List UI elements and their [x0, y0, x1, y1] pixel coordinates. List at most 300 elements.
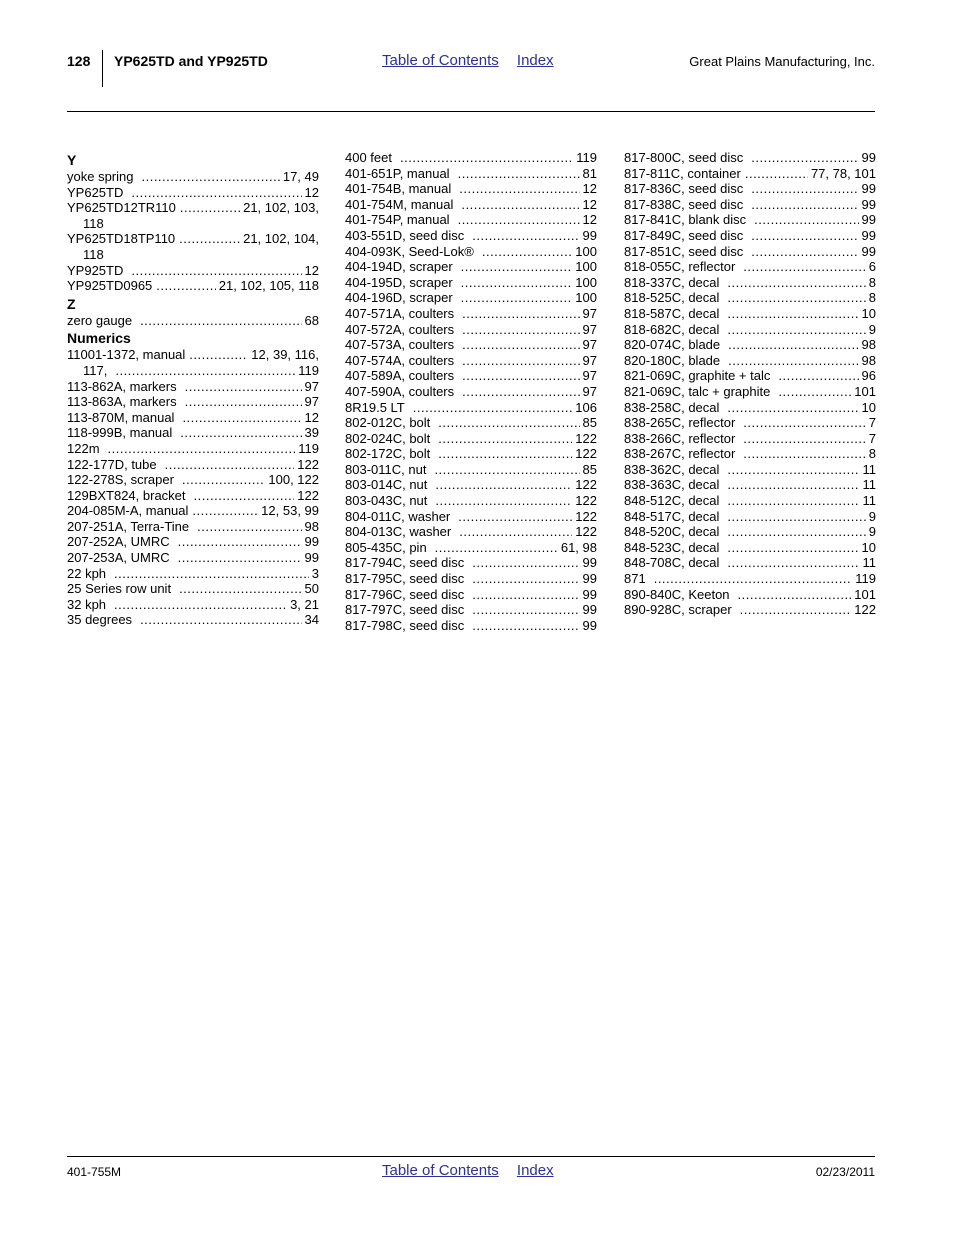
- dot-leader: [740, 602, 852, 618]
- index-page-refs[interactable]: 81: [582, 165, 597, 181]
- index-section-heading: Z: [67, 295, 76, 312]
- index-page-refs[interactable]: 122: [854, 602, 876, 618]
- index-page-refs[interactable]: 99: [582, 602, 597, 618]
- dot-leader: [751, 197, 858, 213]
- index-page-refs[interactable]: 97: [582, 383, 597, 399]
- header-rule: [67, 111, 875, 112]
- index-entry: [624, 555, 876, 571]
- index-term: 821-069C, talc + graphite: [624, 383, 771, 399]
- index-page-refs[interactable]: 98: [861, 337, 876, 353]
- dot-leader: [654, 571, 853, 587]
- index-page-refs[interactable]: 100: [575, 243, 597, 259]
- index-term: 817-795C, seed disc: [345, 571, 465, 587]
- dot-leader: [462, 322, 579, 338]
- dot-leader: [194, 488, 295, 504]
- index-term: 122-278S, scraper: [67, 472, 174, 488]
- index-term: 802-012C, bolt: [345, 415, 431, 431]
- index-term: 838-265C, reflector: [624, 415, 736, 431]
- index-term: 407-590A, coulters: [345, 383, 455, 399]
- dot-leader: [458, 212, 580, 228]
- index-entry: [624, 181, 876, 197]
- index-term: 818-587C, decal: [624, 305, 720, 321]
- index-page-refs[interactable]: 11: [862, 555, 876, 571]
- index-entry: [345, 602, 597, 618]
- index-term: 848-517C, decal: [624, 508, 720, 524]
- index-section-heading: Numerics: [67, 330, 131, 347]
- index-term: 122m: [67, 440, 100, 456]
- index-page-refs[interactable]: 97: [582, 321, 597, 337]
- index-page-refs[interactable]: 119: [298, 362, 319, 378]
- index-entry: [67, 441, 319, 457]
- index-section-heading: Y: [67, 152, 77, 168]
- index-entry: [345, 197, 597, 213]
- index-page-refs[interactable]: 68: [304, 312, 319, 328]
- index-page-refs[interactable]: 7: [868, 415, 876, 431]
- dot-leader: [738, 587, 852, 603]
- index-term: 401-754P, manual: [345, 212, 450, 228]
- index-page-refs[interactable]: 21, 102, 105, 118: [218, 278, 319, 294]
- index-entry: [624, 431, 876, 447]
- index-entry: [67, 347, 319, 363]
- index-term: 401-754M, manual: [345, 196, 454, 212]
- dot-leader: [197, 519, 301, 535]
- index-term: YP925TD: [67, 262, 124, 278]
- index-entry: [345, 618, 597, 634]
- dot-leader: [727, 275, 865, 291]
- index-page-refs[interactable]: 17, 49: [282, 169, 319, 184]
- index-entry: [67, 185, 319, 201]
- index-entry: [345, 181, 597, 197]
- index-term: 817-796C, seed disc: [345, 586, 465, 602]
- dot-leader: [462, 384, 579, 400]
- index-entry: [345, 462, 597, 478]
- table-of-contents-link[interactable]: Table of Contents: [382, 52, 499, 69]
- index-entry: [345, 446, 597, 462]
- index-column-2: [345, 150, 597, 633]
- index-page-refs[interactable]: 7: [868, 430, 876, 446]
- index-term: 818-337C, decal: [624, 274, 720, 290]
- dot-leader: [400, 150, 573, 166]
- document-number: 401-755M: [67, 1165, 122, 1179]
- dot-leader: [438, 415, 579, 431]
- index-entry: [624, 337, 876, 353]
- dot-leader: [743, 259, 865, 275]
- index-page-refs[interactable]: 10: [861, 399, 876, 415]
- index-term: 404-194D, scraper: [345, 259, 453, 275]
- index-term: 804-013C, washer: [345, 524, 452, 540]
- index-entry: [67, 550, 319, 566]
- dot-leader: [751, 181, 858, 197]
- index-page-refs[interactable]: 122: [575, 493, 597, 509]
- index-term: 838-362C, decal: [624, 461, 720, 477]
- dot-leader: [115, 363, 295, 379]
- index-page-refs[interactable]: 97: [304, 394, 319, 410]
- dot-leader: [727, 555, 859, 571]
- footer-table-of-contents-link[interactable]: Table of Contents: [382, 1162, 499, 1179]
- dot-leader: [178, 534, 302, 550]
- dot-leader: [131, 263, 301, 279]
- company-name: Great Plains Manufacturing, Inc.: [689, 54, 875, 69]
- index-page-refs[interactable]: 122: [575, 477, 597, 493]
- index-term: 818-055C, reflector: [624, 259, 736, 275]
- dot-leader: [434, 462, 579, 478]
- index-page-refs[interactable]: 12, 53, 99: [261, 503, 319, 519]
- index-entry: [345, 306, 597, 322]
- index-entry: [624, 477, 876, 493]
- index-term: 117,: [83, 362, 108, 378]
- index-page-refs[interactable]: 119: [576, 150, 597, 165]
- index-entry: [345, 244, 597, 260]
- dot-leader: [778, 368, 858, 384]
- index-entry: [67, 457, 319, 473]
- index-entry: [67, 363, 319, 379]
- index-entry: [345, 384, 597, 400]
- index-page-refs[interactable]: 99: [304, 550, 319, 566]
- index-term: 817-797C, seed disc: [345, 602, 465, 618]
- index-page-refs[interactable]: 99: [861, 227, 876, 243]
- index-page-refs[interactable]: 99: [861, 243, 876, 259]
- index-page-refs[interactable]: 106: [575, 399, 597, 415]
- index-entry: [345, 337, 597, 353]
- index-page-refs[interactable]: 97: [304, 378, 319, 394]
- index-term: 817-798C, seed disc: [345, 617, 465, 633]
- dot-leader: [435, 493, 572, 509]
- dot-leader: [114, 566, 309, 582]
- index-term: 818-682C, decal: [624, 321, 720, 337]
- index-term: 35 degrees: [67, 612, 133, 628]
- dot-leader: [192, 503, 258, 519]
- dot-leader: [189, 347, 248, 363]
- index-page-refs[interactable]: 99: [861, 212, 876, 228]
- index-page-refs[interactable]: 99: [861, 150, 876, 165]
- dot-leader: [179, 231, 240, 247]
- index-page-refs[interactable]: 3, 21: [290, 596, 319, 612]
- index-page-refs[interactable]: 8: [868, 274, 876, 290]
- index-page-refs[interactable]: 122: [297, 456, 319, 472]
- index-term: 817-794C, seed disc: [345, 555, 465, 571]
- index-term: 802-172C, bolt: [345, 446, 431, 462]
- index-entry: [345, 571, 597, 587]
- index-page-refs[interactable]: 8: [868, 446, 876, 462]
- dot-leader: [727, 477, 859, 493]
- index-page-refs[interactable]: 12, 39, 116,: [251, 347, 319, 363]
- index-page-refs[interactable]: 122: [575, 446, 597, 462]
- index-page-refs[interactable]: 11: [862, 477, 876, 493]
- dot-leader: [461, 197, 579, 213]
- index-page-refs[interactable]: 99: [582, 555, 597, 571]
- index-page-refs[interactable]: 99: [861, 181, 876, 197]
- index-entry: [624, 244, 876, 260]
- dot-leader: [743, 415, 865, 431]
- dot-leader: [114, 597, 287, 613]
- dot-leader: [472, 618, 579, 634]
- index-page-refs[interactable]: 10: [861, 539, 876, 555]
- index-entry: [624, 150, 876, 166]
- document-title: YP625TD and YP925TD: [114, 53, 268, 69]
- index-page-refs[interactable]: 34: [304, 612, 319, 628]
- index-link[interactable]: Index: [516, 52, 554, 69]
- index-entry: [624, 166, 876, 182]
- index-entry: [345, 353, 597, 369]
- index-page-refs[interactable]: 96: [861, 368, 876, 384]
- index-entry: [67, 488, 319, 504]
- index-term: 113-862A, markers: [67, 378, 177, 394]
- index-page-refs[interactable]: 100: [575, 274, 597, 290]
- index-entry: [624, 322, 876, 338]
- index-term: 817-811C, container: [624, 165, 741, 181]
- index-page-refs[interactable]: 99: [304, 534, 319, 550]
- index-term: 805-435C, pin: [345, 539, 427, 555]
- index-entry: [624, 400, 876, 416]
- dot-leader: [743, 431, 865, 447]
- index-page-refs[interactable]: 12: [582, 212, 597, 228]
- dot-leader: [472, 571, 579, 587]
- index-term: 871: [624, 571, 646, 587]
- index-page-refs[interactable]: 98: [861, 352, 876, 368]
- index-entry: [624, 587, 876, 603]
- index-entry: [345, 368, 597, 384]
- index-page-refs[interactable]: 3: [311, 565, 319, 581]
- page-footer: [67, 1160, 875, 1190]
- index-entry: [67, 379, 319, 395]
- index-page-refs[interactable]: 9: [868, 508, 876, 524]
- index-page-refs[interactable]: 85: [582, 415, 597, 431]
- dot-leader: [459, 524, 572, 540]
- revision-date: 02/23/2011: [815, 1165, 875, 1179]
- index-page-refs[interactable]: 119: [855, 571, 876, 587]
- index-page-refs[interactable]: 97: [582, 305, 597, 321]
- index-page-refs[interactable]: 12: [582, 196, 597, 212]
- index-term: 803-014C, nut: [345, 477, 428, 493]
- index-term: 118-999B, manual: [67, 425, 173, 441]
- index-term: 848-708C, decal: [624, 555, 720, 571]
- index-page-refs[interactable]: 100: [575, 290, 597, 306]
- page-header: [67, 50, 875, 90]
- index-page-refs[interactable]: 9: [868, 321, 876, 337]
- index-entry: [624, 446, 876, 462]
- index-entry: [67, 231, 319, 247]
- dot-leader: [727, 462, 859, 478]
- index-entry: [345, 212, 597, 228]
- index-page-refs[interactable]: 12: [304, 262, 319, 278]
- dot-leader: [462, 353, 579, 369]
- dot-leader: [727, 400, 858, 416]
- index-entry: [67, 503, 319, 519]
- index-entry: [345, 540, 597, 556]
- index-page-refs[interactable]: 11: [862, 493, 876, 509]
- index-page-refs[interactable]: 6: [868, 259, 876, 275]
- index-entry: [624, 493, 876, 509]
- index-term: 207-251A, Terra-Tine: [67, 518, 190, 534]
- index-page-refs[interactable]: 21, 102, 104,: [243, 231, 319, 247]
- index-entry: [67, 200, 319, 216]
- index-term: 838-266C, reflector: [624, 430, 736, 446]
- dot-leader: [459, 181, 579, 197]
- index-term: 122-177D, tube: [67, 456, 157, 472]
- page-number: 128: [67, 53, 91, 69]
- index-page-refs[interactable]: 85: [582, 461, 597, 477]
- index-page-refs[interactable]: 97: [582, 368, 597, 384]
- index-term: 404-196D, scraper: [345, 290, 453, 306]
- index-entry: [345, 555, 597, 571]
- index-entry: [67, 519, 319, 535]
- index-entry: [345, 509, 597, 525]
- index-entry-continuation: 118: [83, 246, 104, 262]
- index-entry: [345, 400, 597, 416]
- dot-leader: [438, 446, 572, 462]
- index-term: 129BXT824, bracket: [67, 487, 186, 503]
- index-page-refs[interactable]: 21, 102, 103,: [243, 200, 319, 216]
- index-entry: [345, 275, 597, 291]
- dot-leader: [435, 540, 558, 556]
- index-entry: [345, 228, 597, 244]
- index-entry: [624, 306, 876, 322]
- index-entry: [624, 540, 876, 556]
- index-term: 22 kph: [67, 565, 107, 581]
- index-term: 404-093K, Seed-Lok®: [345, 243, 474, 259]
- index-term: 817-841C, blank disc: [624, 212, 747, 228]
- index-term: 207-252A, UMRC: [67, 534, 170, 550]
- index-page-refs[interactable]: 11: [862, 461, 876, 477]
- index-term: 838-267C, reflector: [624, 446, 736, 462]
- index-term: 11001-1372, manual: [67, 347, 186, 363]
- index-term: 32 kph: [67, 596, 107, 612]
- dot-leader: [751, 150, 858, 166]
- index-term: 848-523C, decal: [624, 539, 720, 555]
- index-term: 890-928C, scraper: [624, 602, 732, 618]
- index-page-refs[interactable]: 122: [575, 508, 597, 524]
- index-page-refs[interactable]: 98: [304, 518, 319, 534]
- index-entry: [345, 290, 597, 306]
- index-page-refs[interactable]: 77, 78, 101: [810, 165, 876, 181]
- index-term: 407-571A, coulters: [345, 305, 455, 321]
- index-page-refs[interactable]: 100: [575, 259, 597, 275]
- index-term: 848-512C, decal: [624, 493, 720, 509]
- index-term: 817-838C, seed disc: [624, 196, 744, 212]
- dot-leader: [727, 524, 865, 540]
- index-entry: [67, 612, 319, 628]
- index-term: 113-863A, markers: [67, 394, 177, 410]
- index-term: zero gauge: [67, 312, 133, 328]
- dot-leader: [182, 410, 301, 426]
- index-entry: [624, 259, 876, 275]
- index-page-refs[interactable]: 8: [868, 290, 876, 306]
- index-entry: [624, 290, 876, 306]
- index-page-refs[interactable]: 61, 98: [560, 539, 597, 555]
- index-term: YP625TD18TP110: [67, 231, 176, 247]
- dot-leader: [435, 477, 572, 493]
- index-page-refs[interactable]: 9: [868, 524, 876, 540]
- dot-leader: [751, 244, 858, 260]
- index-column-3: [624, 150, 876, 618]
- dot-leader: [461, 259, 573, 275]
- index-entry: [345, 477, 597, 493]
- dot-leader: [727, 509, 865, 525]
- header-divider: [102, 50, 103, 87]
- index-page-refs[interactable]: 99: [582, 227, 597, 243]
- index-entry: [624, 212, 876, 228]
- index-entry: [67, 597, 319, 613]
- dot-leader: [727, 306, 858, 322]
- index-term: 820-074C, blade: [624, 337, 721, 353]
- index-term: 821-069C, graphite + talc: [624, 368, 771, 384]
- index-term: YP625TD12TR110: [67, 200, 176, 216]
- index-page-refs[interactable]: 99: [582, 617, 597, 633]
- index-page-refs[interactable]: 119: [298, 440, 319, 456]
- index-entry: [67, 169, 319, 185]
- index-term: 817-800C, seed disc: [624, 150, 744, 165]
- index-page-refs[interactable]: 12: [304, 409, 319, 425]
- dot-leader: [472, 555, 579, 571]
- index-entry: [67, 472, 319, 488]
- index-term: 803-043C, nut: [345, 493, 428, 509]
- index-term: 204-085M-A, manual: [67, 503, 189, 519]
- dot-leader: [728, 353, 858, 369]
- index-page-refs[interactable]: 10: [861, 305, 876, 321]
- index-term: 401-754B, manual: [345, 181, 452, 197]
- index-page-refs[interactable]: 97: [582, 337, 597, 353]
- index-entry: [345, 166, 597, 182]
- index-entry: [624, 384, 876, 400]
- index-term: 817-849C, seed disc: [624, 227, 744, 243]
- index-term: 8R19.5 LT: [345, 399, 405, 415]
- footer-rule: [67, 1156, 875, 1157]
- index-entry: [345, 322, 597, 338]
- index-page-refs[interactable]: 99: [861, 196, 876, 212]
- dot-leader: [461, 290, 573, 306]
- index-page-refs[interactable]: 12: [582, 181, 597, 197]
- index-page-refs[interactable]: 50: [304, 581, 319, 597]
- index-page-refs[interactable]: 122: [575, 430, 597, 446]
- index-page-refs[interactable]: 122: [575, 524, 597, 540]
- dot-leader: [185, 379, 302, 395]
- footer-index-link[interactable]: Index: [516, 1162, 554, 1179]
- index-term: YP625TD: [67, 184, 124, 200]
- index-entry: [624, 197, 876, 213]
- dot-leader: [754, 212, 858, 228]
- index-page-refs[interactable]: 99: [582, 571, 597, 587]
- dot-leader: [745, 166, 808, 182]
- index-page-refs[interactable]: 101: [854, 383, 876, 399]
- index-term: 890-840C, Keeton: [624, 586, 730, 602]
- index-page-refs[interactable]: 12: [304, 184, 319, 200]
- index-term: 403-551D, seed disc: [345, 227, 465, 243]
- index-entry: [345, 587, 597, 603]
- dot-leader: [727, 493, 859, 509]
- index-page-refs[interactable]: 97: [582, 352, 597, 368]
- dot-leader: [179, 581, 301, 597]
- index-page-refs[interactable]: 39: [304, 425, 319, 441]
- index-entry: [67, 313, 319, 329]
- dot-leader: [462, 337, 579, 353]
- index-term: 818-525C, decal: [624, 290, 720, 306]
- index-page-refs[interactable]: 100, 122: [268, 472, 319, 488]
- index-term: 802-024C, bolt: [345, 430, 431, 446]
- index-entry: [345, 259, 597, 275]
- index-page-refs[interactable]: 101: [854, 586, 876, 602]
- index-entry: [67, 425, 319, 441]
- index-term: 803-011C, nut: [345, 461, 427, 477]
- index-entry: [624, 228, 876, 244]
- index-page-refs[interactable]: 122: [297, 487, 319, 503]
- index-page-refs[interactable]: 99: [582, 586, 597, 602]
- dot-leader: [108, 441, 296, 457]
- dot-leader: [140, 313, 301, 329]
- index-entry: [624, 571, 876, 587]
- dot-leader: [778, 384, 851, 400]
- index-entry: [67, 394, 319, 410]
- dot-leader: [413, 400, 573, 416]
